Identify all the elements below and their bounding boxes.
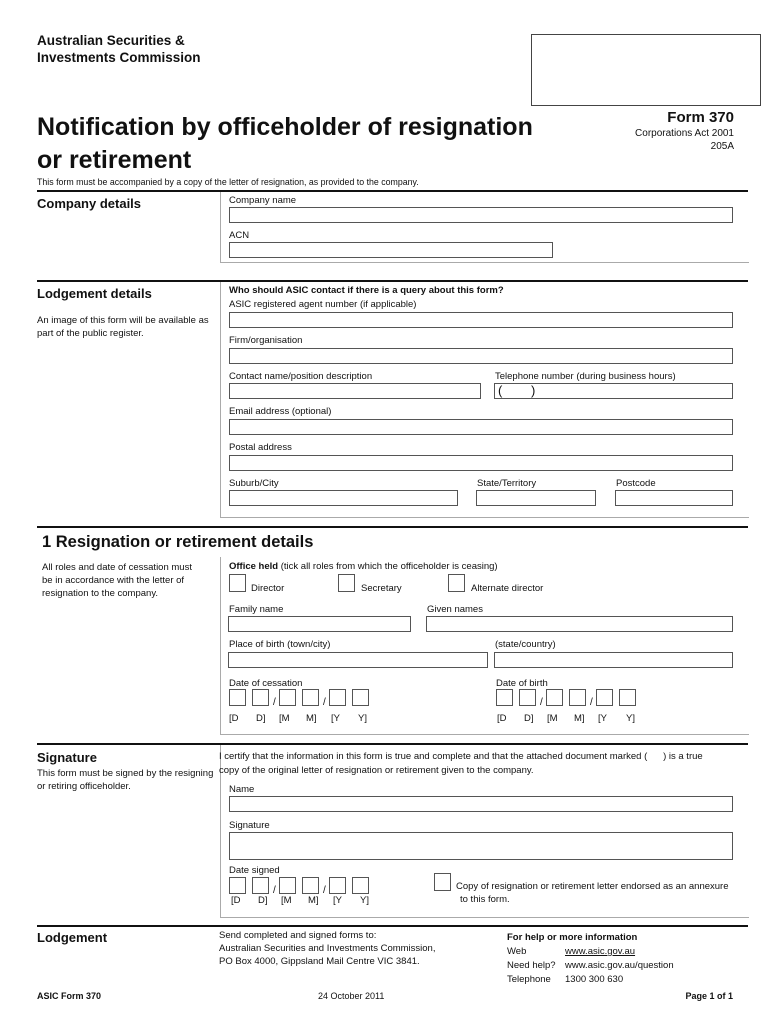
state-country-label: (state/country) (495, 639, 556, 650)
dob-legend-y1: [Y (598, 713, 607, 724)
web-label: Web (507, 946, 527, 957)
family-name-field[interactable] (228, 616, 411, 632)
section-rule (37, 925, 748, 927)
act-reference (580, 127, 734, 153)
postcode-label: Postcode (616, 478, 656, 489)
date-slash: / (273, 885, 276, 896)
send-line-3: PO Box 4000, Gippsland Mail Centre VIC 3841. (219, 956, 420, 967)
public-register-note: An image of this form will be available as part of the public register. (37, 315, 209, 339)
signed-day-2[interactable] (252, 877, 269, 894)
telephone-help-value: 1300 300 630 (565, 974, 624, 985)
act-name: Corporations Act 2001 (635, 128, 734, 139)
company-name-field[interactable] (229, 207, 733, 223)
date-signed-label: Date signed (229, 865, 280, 876)
telephone-help-label: Telephone (507, 974, 551, 985)
cessation-month-1[interactable] (279, 689, 296, 706)
postcode-field[interactable] (615, 490, 733, 506)
phone-close-paren: ) (531, 383, 536, 398)
date-slash: / (323, 697, 326, 708)
contact-name-label: Contact name/position description (229, 371, 373, 382)
family-name-label: Family name (229, 604, 284, 615)
acn-field[interactable] (229, 242, 553, 258)
cessation-day-1[interactable] (229, 689, 246, 706)
accompany-note: This form must be accompanied by a copy of the letter of resignation, as provided to the company. (37, 177, 419, 187)
resignation-heading: 1 Resignation or retirement details (42, 533, 314, 551)
signed-legend-y2: Y] (360, 895, 369, 906)
birthplace-label: Place of birth (town/city) (229, 639, 331, 650)
certify-line-1: I certify that the information in this form is true and complete and that the attached document marked ( ) is a true (219, 751, 703, 762)
secretary-label: Secretary (361, 583, 402, 594)
needhelp-label: Need help? (507, 960, 556, 971)
footer-form-id: ASIC Form 370 (37, 991, 102, 1001)
acn-label: ACN (229, 230, 250, 241)
dob-month-1[interactable] (546, 689, 563, 706)
email-label: Email address (optional) (229, 406, 332, 417)
annexure-checkbox[interactable] (434, 873, 451, 891)
alternate-director-label: Alternate director (471, 583, 544, 594)
dob-legend-y2: Y] (626, 713, 635, 724)
footer-page: Page 1 of 1 (685, 991, 733, 1001)
signature-field[interactable] (229, 832, 733, 860)
office-held-hint: (tick all roles from which the officeholder is ceasing) (280, 561, 498, 572)
annexure-line-2: to this form. (460, 894, 510, 905)
cessation-legend-d2: D] (256, 713, 266, 724)
cessation-year-1[interactable] (329, 689, 346, 706)
signed-month-1[interactable] (279, 877, 296, 894)
section-rule (37, 526, 748, 528)
contact-question: Who should ASIC contact if there is a query about this form? (229, 285, 504, 296)
signed-legend-y1: [Y (333, 895, 342, 906)
dob-day-1[interactable] (496, 689, 513, 706)
agent-number-label: ASIC registered agent number (if applicable) (229, 299, 417, 310)
lodgement-details-heading: Lodgement details (37, 286, 152, 301)
agent-number-field[interactable] (229, 312, 733, 328)
cessation-year-2[interactable] (352, 689, 369, 706)
send-line-2: Australian Securities and Investments Commission, (219, 943, 436, 954)
date-slash: / (323, 885, 326, 896)
signed-legend-m1: [M (281, 895, 292, 906)
state-label: State/Territory (477, 478, 537, 489)
cessation-day-2[interactable] (252, 689, 269, 706)
name-label: Name (229, 784, 255, 795)
web-link[interactable]: www.asic.gov.au (565, 946, 636, 957)
dob-month-2[interactable] (569, 689, 586, 706)
cessation-legend-y1: [Y (331, 713, 340, 724)
send-address (219, 929, 435, 968)
secretary-checkbox[interactable] (338, 574, 355, 592)
certify-line-2: copy of the original letter of resignation or retirement given to the company. (219, 765, 534, 776)
director-checkbox[interactable] (229, 574, 246, 592)
cessation-legend-m1: [M (279, 713, 290, 724)
cessation-legend-y2: Y] (358, 713, 367, 724)
name-field[interactable] (229, 796, 733, 812)
cessation-month-2[interactable] (302, 689, 319, 706)
suburb-label: Suburb/City (229, 478, 279, 489)
signed-legend-m2: M] (308, 895, 319, 906)
act-section: 205A (710, 141, 734, 152)
date-slash: / (590, 697, 593, 708)
birthplace-field[interactable] (228, 652, 488, 668)
dob-legend-m2: M] (574, 713, 585, 724)
given-names-label: Given names (427, 604, 483, 615)
signed-year-1[interactable] (329, 877, 346, 894)
dob-label: Date of birth (496, 678, 548, 689)
signature-heading: Signature (37, 750, 97, 765)
org-line-1: Australian Securities & (37, 33, 185, 48)
signed-legend-d1: [D (231, 895, 241, 906)
company-name-label: Company name (229, 195, 297, 206)
state-field[interactable] (476, 490, 596, 506)
org-name (37, 32, 277, 66)
phone-open-paren: ( (498, 383, 503, 398)
cessation-legend-d1: [D (229, 713, 239, 724)
signed-day-1[interactable] (229, 877, 246, 894)
firm-field[interactable] (229, 348, 733, 364)
cessation-legend-m2: M] (306, 713, 317, 724)
lodgement-heading: Lodgement (37, 930, 108, 945)
signed-year-2[interactable] (352, 877, 369, 894)
given-names-field[interactable] (426, 616, 733, 632)
page-title (37, 111, 617, 177)
email-field[interactable] (229, 419, 733, 435)
title-line-2: or retirement (37, 146, 192, 174)
date-slash: / (273, 697, 276, 708)
dob-day-2[interactable] (519, 689, 536, 706)
dob-year-1[interactable] (596, 689, 613, 706)
state-country-field[interactable] (494, 652, 733, 668)
signature-note: This form must be signed by the resigning or retiring officeholder. (37, 768, 214, 792)
alternate-director-checkbox[interactable] (448, 574, 465, 592)
office-use-box (531, 34, 761, 106)
signature-label: Signature (229, 820, 270, 831)
dob-legend-d2: D] (524, 713, 534, 724)
signed-month-2[interactable] (302, 877, 319, 894)
firm-label: Firm/organisation (229, 335, 303, 346)
postal-field[interactable] (229, 455, 733, 471)
annexure-line-1: Copy of resignation or retirement letter endorsed as an annexure (456, 881, 729, 892)
office-held-label: Office held (229, 561, 279, 572)
send-line-1: Send completed and signed forms to: (219, 930, 377, 941)
telephone-field[interactable] (494, 383, 733, 399)
needhelp-link[interactable]: www.asic.gov.au/question (565, 960, 674, 971)
company-heading: Company details (37, 196, 142, 211)
footer-date: 24 October 2011 (318, 991, 385, 1001)
contact-name-field[interactable] (229, 383, 481, 399)
cessation-label: Date of cessation (229, 678, 303, 689)
office-held (229, 561, 498, 572)
dob-year-2[interactable] (619, 689, 636, 706)
help-heading: For help or more information (507, 932, 638, 943)
postal-label: Postal address (229, 442, 292, 453)
dob-legend-d1: [D (497, 713, 507, 724)
director-label: Director (251, 583, 285, 594)
resignation-note: All roles and date of cessation must be in accordance with the letter of resignation to the company. (42, 562, 192, 599)
suburb-field[interactable] (229, 490, 458, 506)
date-slash: / (540, 697, 543, 708)
form-number: Form 370 (667, 109, 734, 126)
title-line-1: Notification by officeholder of resignation (37, 113, 533, 141)
org-line-2: Investments Commission (37, 50, 201, 65)
telephone-label: Telephone number (during business hours) (495, 371, 676, 382)
dob-legend-m1: [M (547, 713, 558, 724)
signed-legend-d2: D] (258, 895, 268, 906)
